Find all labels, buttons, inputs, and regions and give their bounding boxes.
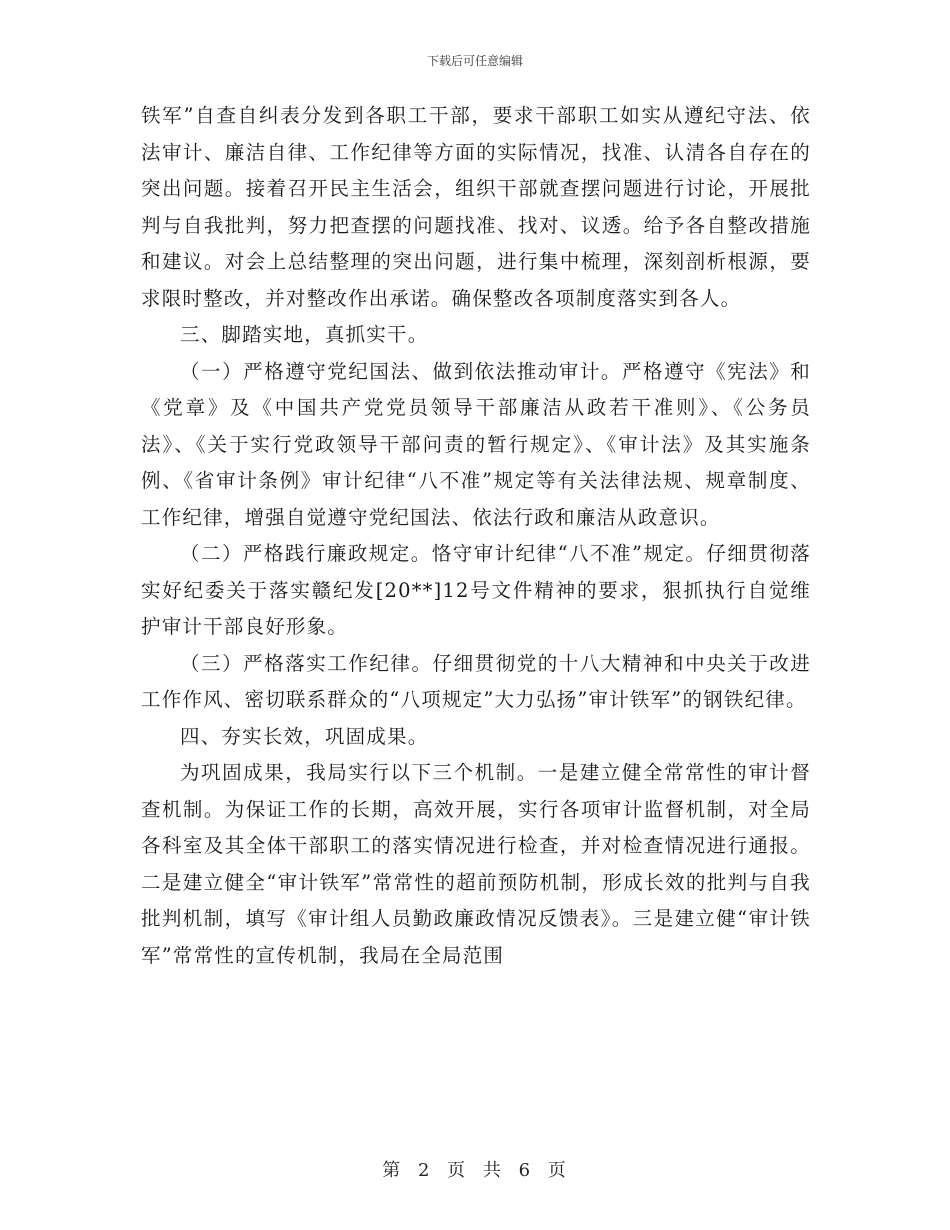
current-page-number: 2 [417,1160,432,1181]
footer-label-ye: 页 [447,1160,468,1181]
total-page-count: 6 [518,1160,533,1181]
paragraph: （一）严格遵守党纪国法、做到依法推动审计。严格遵守《宪法》和《党章》及《中国共产党党员领导干部廉洁从政若干准则》、《公务员法》、《关于实行党政领导干部问责的暂行规定》、《审计法》及其实施条例、《省审计条例》审计纪律“八不准”规定等有关法律法规、规章制度、工作纪律，增强自觉遵守党纪国法、依法行政和廉洁从政意识。 [141,359,811,529]
document-body [141,98,811,974]
footer-label-gong: 共 [482,1160,503,1181]
section-heading: 三、脚踏实地，真抓实干。 [180,323,429,346]
paragraph: 铁军”自查自纠表分发到各职工干部，要求干部职工如实从遵纪守法、依法审计、廉洁自律、工作纪律等方面的实际情况，找准、认清各自存在的突出问题。接着召开民主生活会，组织干部就查摆问题进行讨论，开展批判与自我批判，努力把查摆的问题找准、找对、议透。给予各自整改措施和建议。对会上总结整理的突出问题，进行集中梳理，深刻剖析根源，要求限时整改，并对整改作出承诺。确保整改各项制度落实到各人。 [141,104,811,310]
section-heading: 四、夯实长效，巩固成果。 [180,724,429,748]
footer-label-ye-2: 页 [547,1160,568,1181]
page-number-footer [0,1156,950,1182]
page-header-note: 下载后可任意编辑 [426,54,523,68]
footer-label-di: 第 [382,1160,403,1181]
paragraph: （三）严格落实工作纪律。仔细贯彻党的十八大精神和中央关于改进工作作风、密切联系群众的“八项规定”大力弘扬”审计铁军”的钢铁纪律。 [141,651,811,711]
paragraph: （二）严格践行廉政规定。恪守审计纪律“八不准”规定。仔细贯彻落实好纪委关于落实赣纪发[20**]12号文件精神的要求，狠抓执行自觉维护审计干部良好形象。 [141,542,811,638]
paragraph: 为巩固成果，我局实行以下三个机制。一是建立健全常常性的审计督查机制。为保证工作的长期，高效开展，实行各项审计监督机制，对全局各科室及其全体干部职工的落实情况进行检查，并对检查情况进行通报。二是建立健全“审计铁军”常常性的超前预防机制，形成长效的批判与自我批判机制，填写《审计组人员勤政廉政情况反馈表》。三是建立健“审计铁军”常常性的宣传机制，我局在全局范围 [141,761,811,967]
